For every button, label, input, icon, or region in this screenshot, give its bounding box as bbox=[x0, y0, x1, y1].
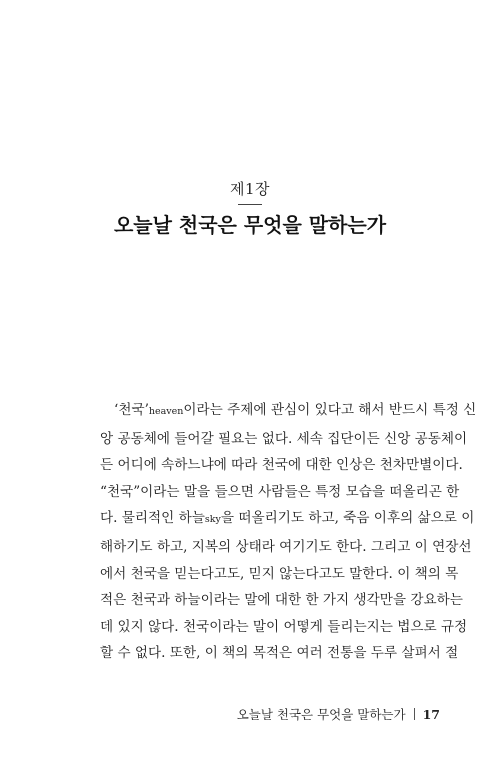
body-line-segment: 이라는 주제에 관심이 있다고 해서 반드시 특정 신 bbox=[183, 402, 477, 418]
body-line-segment: ‘천국’ bbox=[114, 402, 149, 418]
body-line: “천국”이라는 말을 들으면 사람들은 특정 모습을 떠올리곤 한 bbox=[100, 483, 460, 500]
body-line: 에서 천국을 믿는다고도, 믿지 않는다고도 말한다. 이 책의 목 bbox=[100, 565, 459, 582]
body-line-segment: 다. 물리적인 하늘 bbox=[100, 510, 205, 527]
footer-separator bbox=[414, 708, 415, 720]
gloss-english: heaven bbox=[148, 406, 184, 417]
body-line: 적은 천국과 하늘이라는 말에 대한 한 가지 생각만을 강요하는 bbox=[100, 592, 463, 609]
body-line: 든 어디에 속하느냐에 따라 천국에 대한 인상은 천차만별이다. bbox=[100, 457, 463, 474]
body-line bbox=[100, 397, 477, 426]
running-title: 오늘날 천국은 무엇을 말하는가 bbox=[236, 707, 406, 722]
body-line: 할 수 없다. 또한, 이 책의 목적은 여러 전통을 두루 살펴서 절 bbox=[100, 645, 459, 662]
page-footer bbox=[237, 705, 440, 723]
body-line bbox=[100, 505, 475, 534]
chapter-divider bbox=[238, 204, 262, 205]
chapter-title: 오늘날 천국은 무엇을 말하는가 bbox=[113, 213, 387, 237]
chapter-label: 제1장 bbox=[229, 180, 271, 198]
gloss-english: sky bbox=[204, 514, 221, 526]
body-line: 앙 공동체에 들어갈 필요는 없다. 세속 집단이든 신앙 공동체이 bbox=[100, 430, 468, 447]
body-line: 데 있지 않다. 천국이라는 말이 어떻게 들리는지는 법으로 규정 bbox=[100, 618, 468, 635]
body-line-segment: 을 떠올리기도 하고, 죽음 이후의 삶으로 이 bbox=[220, 510, 475, 527]
page-number: 17 bbox=[422, 707, 440, 722]
body-line: 해하기도 하고, 지복의 상태라 여기기도 한다. 그리고 이 연장선 bbox=[100, 538, 472, 555]
body-paragraph bbox=[100, 397, 477, 667]
